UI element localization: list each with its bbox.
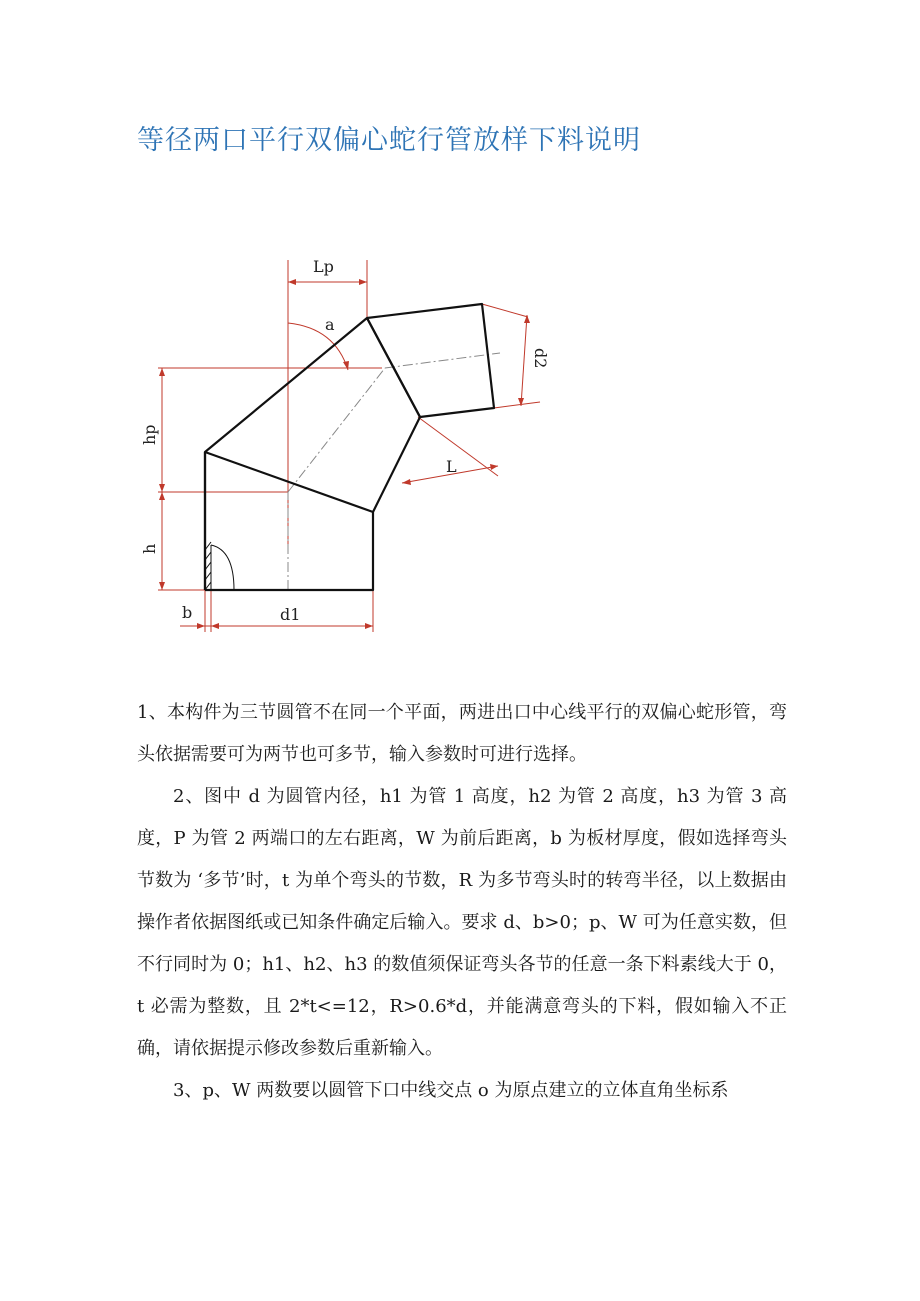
label-b: b (182, 603, 193, 622)
label-lp: Lp (313, 257, 334, 276)
paragraph-2: 2、图中 d 为圆管内径，h1 为管 1 高度，h2 为管 2 高度，h3 为管 3 高度，P 为管 2 两端口的左右距离，W 为前后距离，b 为板材厚度，假如选择弯头节数为 ‘多节’时，t 为单个弯头的节数，R 为多节弯头时的转弯半径，以上数据由操作者依据图纸或已知条件确定后输入。要求 d、b>0；p、W 可为任意实数，但不行同时为 0；h1、h2、h3 的数值须保证弯头各节的任意一条下料素线大于 0，t 必需为整数，且 2*t<=12，R>0.6*d，并能满意弯头的下料，假如输入不正确，请依据提示修改参数后重新输入。 (137, 786, 787, 1059)
paragraph-1: 1、本构件为三节圆管不在同一个平面，两进出口中心线平行的双偏心蛇形管，弯头依据需要可为两节也可多节，输入参数时可进行选择。 (137, 702, 787, 765)
label-h: h (140, 543, 159, 554)
pipe-outline (205, 304, 494, 590)
document-title: 等径两口平行双偏心蛇行管放样下料说明 (137, 125, 641, 156)
label-hp: hp (140, 424, 159, 445)
label-d2: d2 (531, 348, 550, 369)
paragraph-3: 3、p、W 两数要以圆管下口中线交点 o 为原点建立的立体直角坐标系 (173, 1080, 729, 1101)
label-d1: d1 (280, 605, 301, 624)
dimension-arrows (159, 279, 530, 629)
body-text (137, 692, 787, 1112)
wall-thickness-hatch (205, 542, 234, 590)
pipe-diagram (130, 240, 570, 640)
label-l: L (446, 457, 457, 476)
label-a: a (325, 315, 335, 334)
